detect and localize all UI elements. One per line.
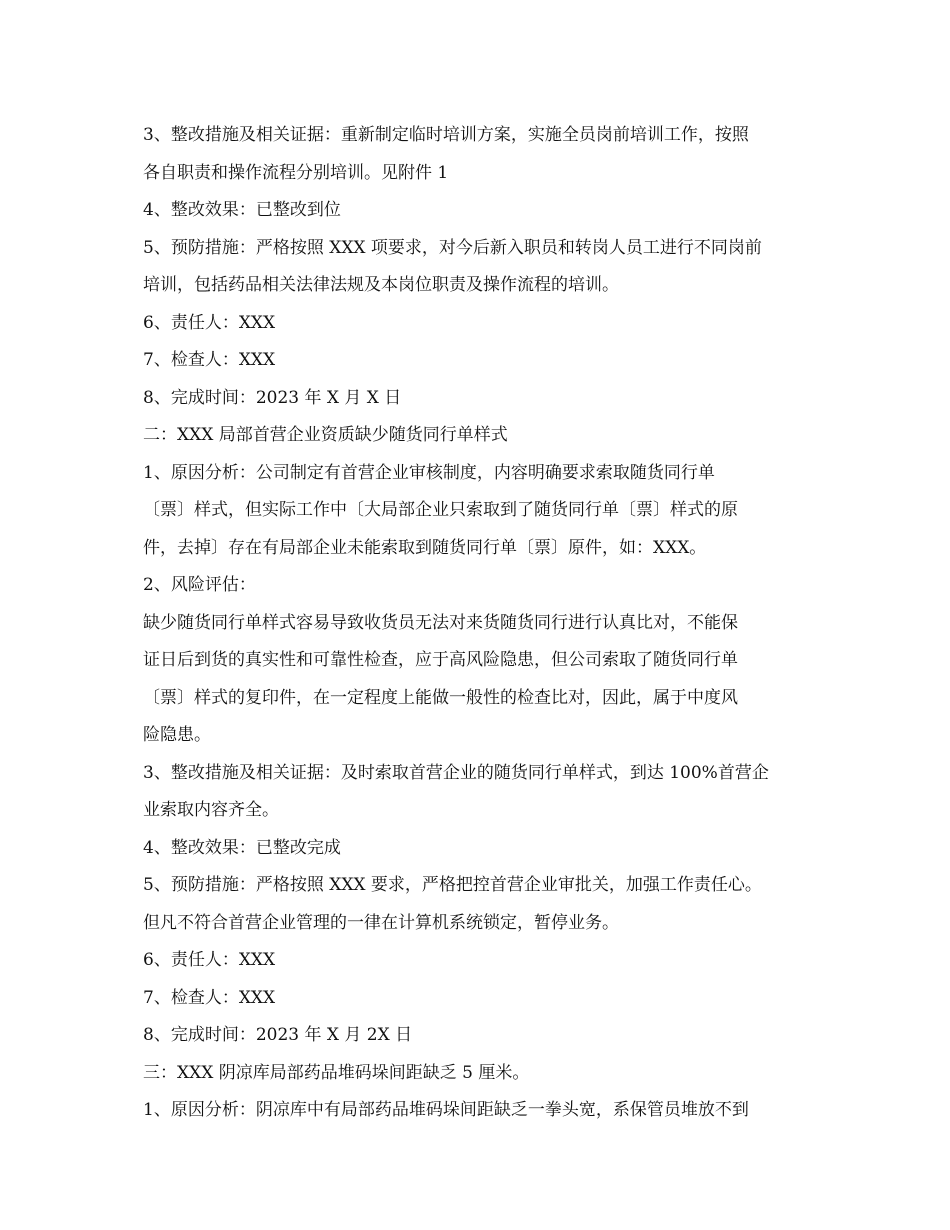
text-line: 1、原因分析：公司制定有首营企业审核制度，内容明确要求索取随货同行单: [143, 462, 715, 483]
text-line: 5、预防措施：严格按照 XXX 项要求，对今后新入职员和转岗人员工进行不同岗前: [143, 237, 762, 258]
text-line: 3、整改措施及相关证据：重新制定临时培训方案，实施全员岗前培训工作，按照: [143, 125, 749, 145]
section-heading: 三：XXX 阴凉库局部药品堆码垛间距缺乏 5 厘米。: [143, 1062, 530, 1083]
text-line: 缺少随货同行单样式容易导致收货员无法对来货随货同行进行认真比对，不能保: [143, 612, 738, 633]
document-page: [143, 117, 811, 1130]
text-line: 但凡不符合首营企业管理的一律在计算机系统锁定，暂停业务。: [143, 912, 619, 933]
text-line: 7、检查人：XXX: [143, 350, 276, 370]
text-line: 5、预防措施：严格按照 XXX 要求，严格把控首营企业审批关，加强工作责任心。: [143, 875, 762, 895]
text-line: 6、责任人：XXX: [143, 312, 276, 333]
text-line: 〔票〕样式，但实际工作中〔大局部企业只索取到了随货同行单〔票〕样式的原: [143, 500, 738, 520]
text-line: 3、整改措施及相关证据：及时索取首营企业的随货同行单样式，到达 100%首营企: [143, 762, 769, 783]
text-line: 件，去掉〕存在有局部企业未能索取到随货同行单〔票〕原件，如：XXX。: [143, 537, 707, 558]
text-line: 4、整改效果：已整改到位: [143, 200, 341, 220]
text-line: 证日后到货的真实性和可靠性检查，应于高风险隐患，但公司索取了随货同行单: [143, 650, 738, 670]
text-line: 1、原因分析：阴凉库中有局部药品堆码垛间距缺乏一拳头宽，系保管员堆放不到: [143, 1100, 749, 1120]
text-line: 8、完成时间：2023 年 X 月 X 日: [143, 387, 402, 408]
text-line: 2、风险评估：: [143, 575, 256, 595]
text-line: 8、完成时间：2023 年 X 月 2X 日: [143, 1025, 413, 1045]
text-line: 7、检查人：XXX: [143, 987, 276, 1008]
text-line: 各自职责和操作流程分别培训。见附件 1: [143, 162, 449, 183]
text-line: 4、整改效果：已整改完成: [143, 837, 341, 858]
text-line: 6、责任人：XXX: [143, 950, 276, 970]
text-line: 培训，包括药品相关法律法规及本岗位职责及操作流程的培训。: [143, 275, 619, 295]
text-line: 业索取内容齐全。: [143, 800, 279, 820]
text-line: 险隐患。: [143, 725, 211, 745]
section-heading: 二：XXX 局部首营企业资质缺少随货同行单样式: [143, 425, 508, 445]
text-line: 〔票〕样式的复印件，在一定程度上能做一般性的检查比对，因此，属于中度风: [143, 687, 738, 708]
